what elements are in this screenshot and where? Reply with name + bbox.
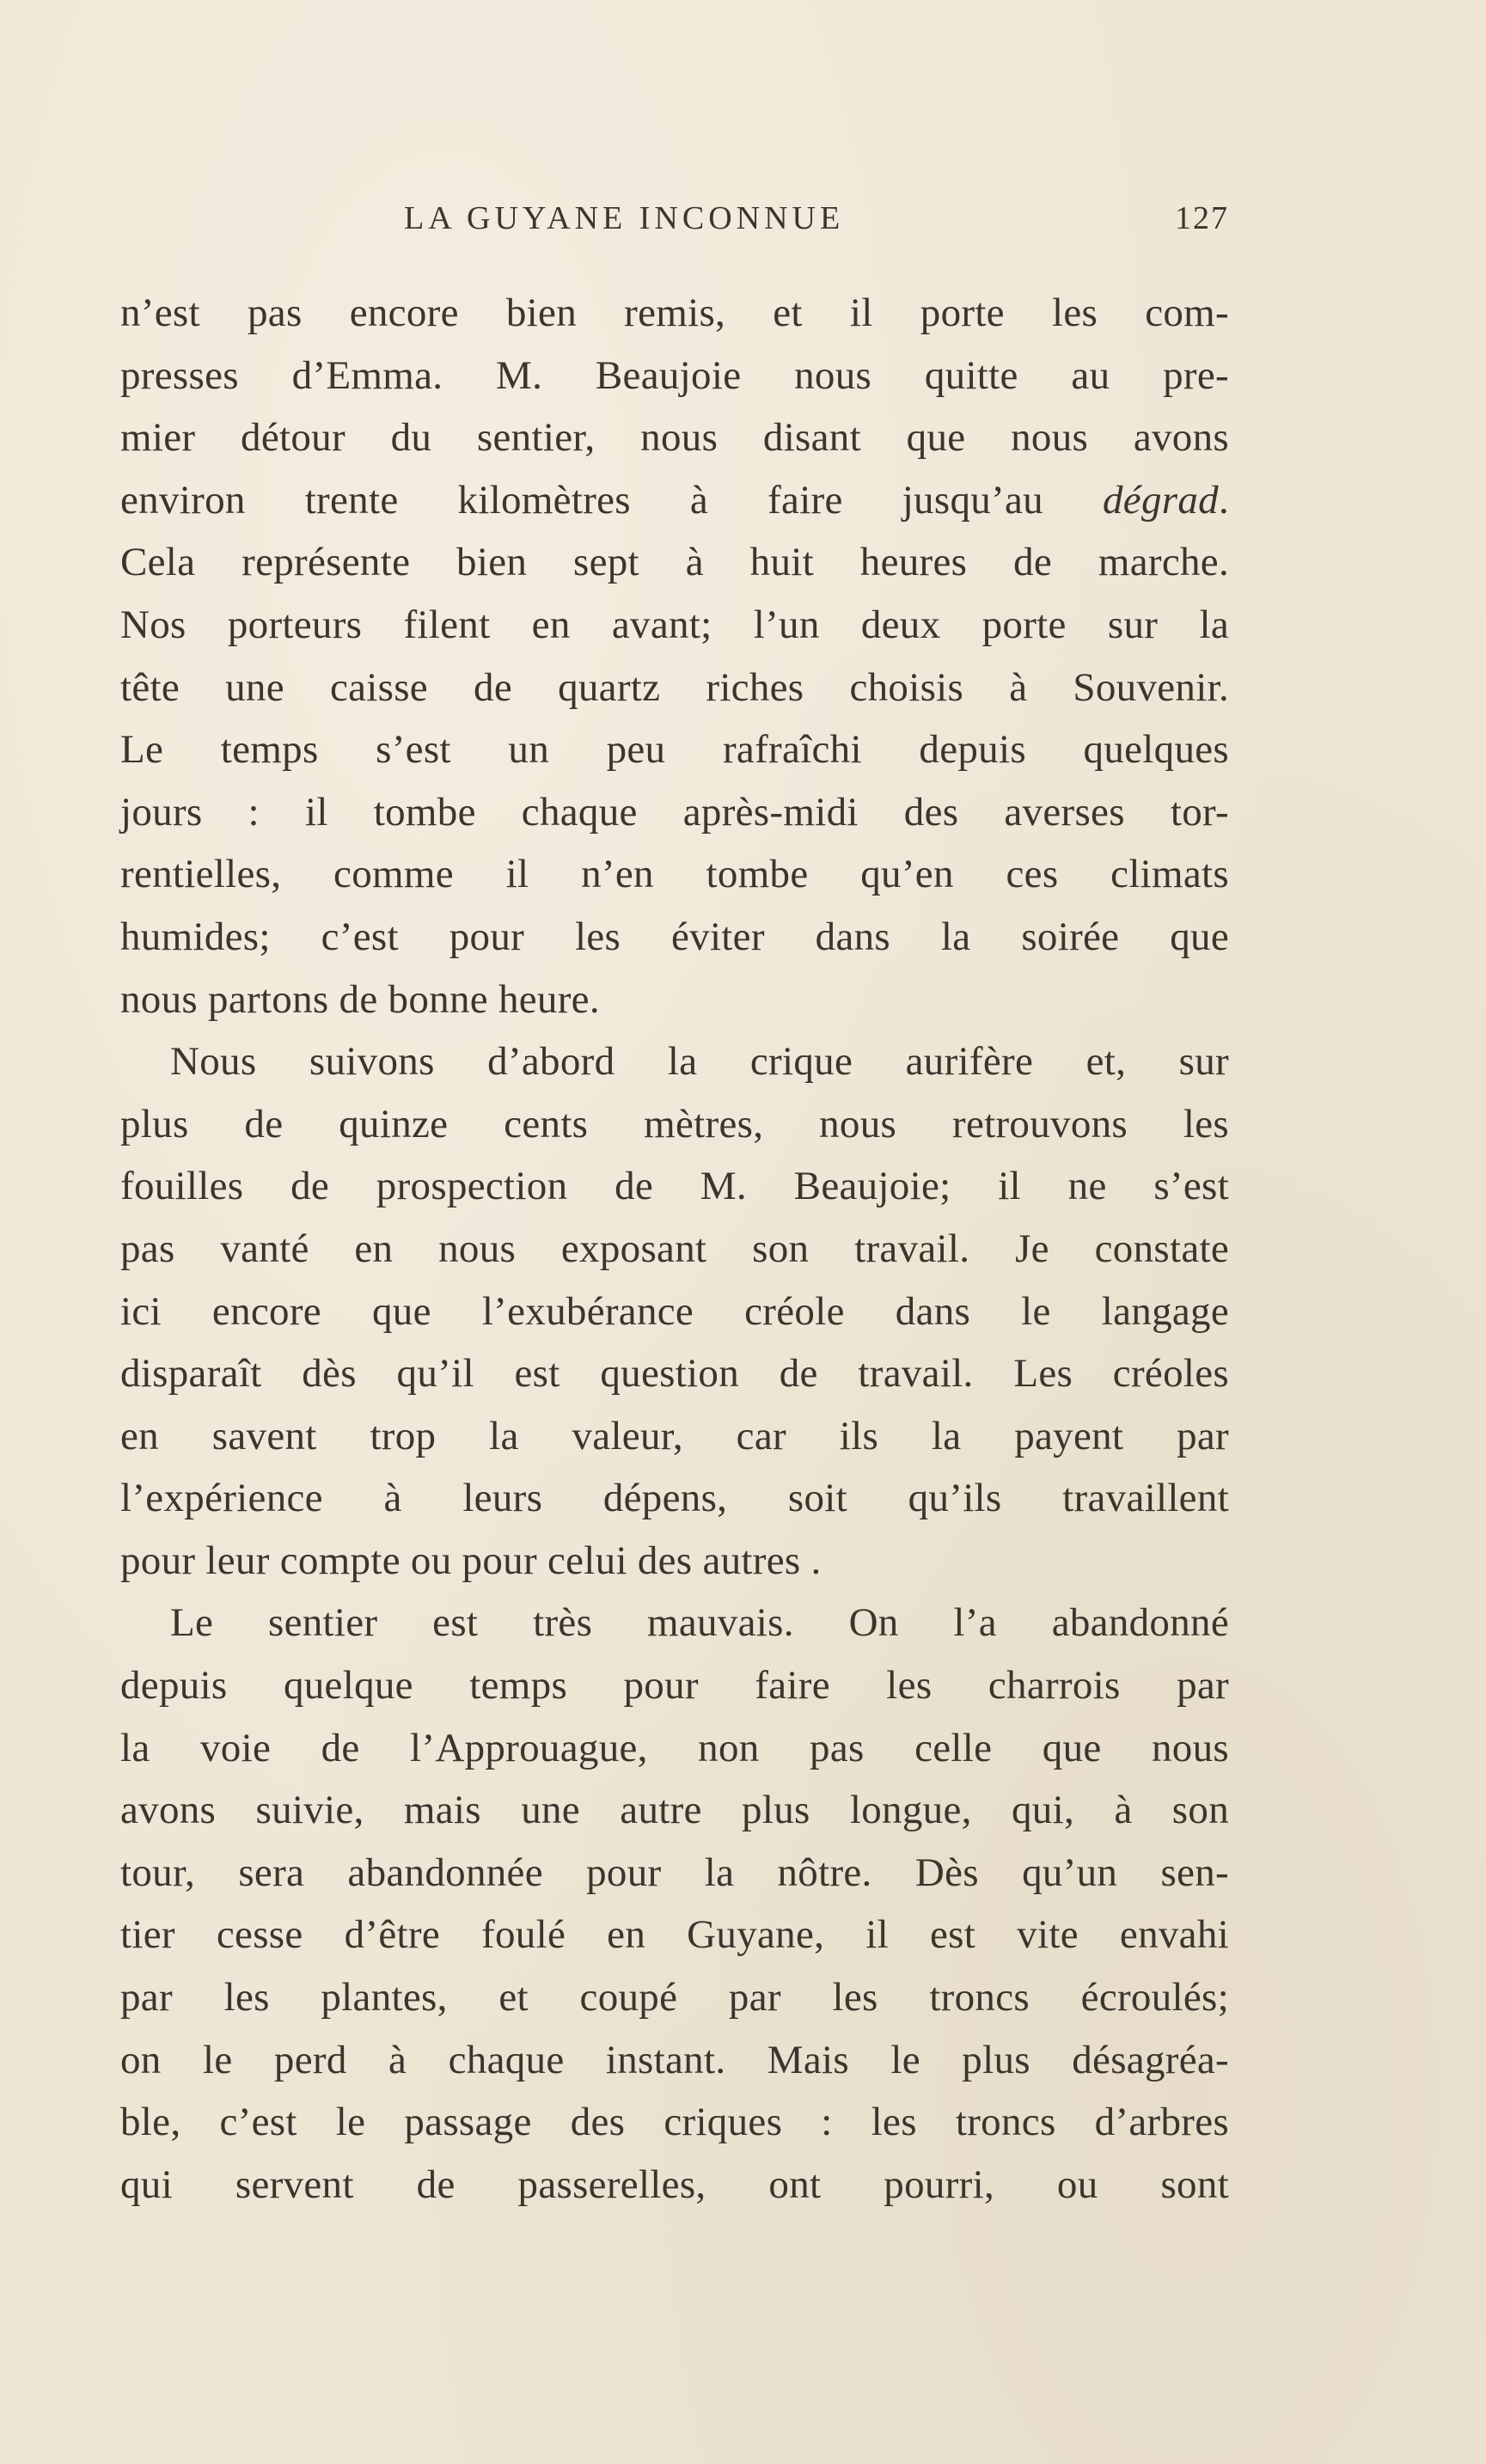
text-segment: environ trente kilomètres à faire jusqu’au — [120, 477, 1103, 523]
text-line: avons suivie, mais une autre plus longue, qui, à son — [120, 1788, 1229, 1833]
text-line: depuis quelque temps pour faire les charrois par — [120, 1663, 1229, 1709]
text-line: ici encore que l’exubérance créole dans le langage — [120, 1288, 1229, 1334]
text-line: Cela représente bien sept à huit heures de marche. — [120, 540, 1229, 585]
text-line: Nous suivons d’abord la crique aurifère et, sur — [170, 1039, 1229, 1085]
text-line: on le perd à chaque instant. Mais le plus désagréa- — [120, 2037, 1229, 2082]
page-number: 127 — [1175, 200, 1229, 236]
text-line: Le temps s’est un peu rafraîchi depuis quelques — [120, 727, 1229, 773]
body-text — [120, 282, 1229, 2216]
text-line: Le sentier est très mauvais. On l’a abandonné — [170, 1600, 1229, 1646]
text-line: fouilles de prospection de M. Beaujoie; il ne s’est — [120, 1164, 1229, 1209]
text-line: par les plantes, et coupé par les troncs écroulés; — [120, 1975, 1229, 2021]
text-line: tête une caisse de quartz riches choisis à Souvenir. — [120, 664, 1229, 710]
text-line: tier cesse d’être foulé en Guyane, il est vite envahi — [120, 1912, 1229, 1958]
text-line: mier détour du sentier, nous disant que nous avons — [120, 415, 1229, 461]
text-line: l’expérience à leurs dépens, soit qu’ils travaillent — [120, 1476, 1229, 1521]
text-line — [120, 469, 1229, 532]
text-line: pas vanté en nous exposant son travail. Je constate — [120, 1226, 1229, 1271]
text-line: Nos porteurs filent en avant; l’un deux porte sur la — [120, 602, 1229, 647]
text-line: jours : il tombe chaque après-midi des averses tor- — [120, 789, 1229, 835]
text-line: la voie de l’Approuague, non pas celle que nous — [120, 1725, 1229, 1770]
text-line: ble, c’est le passage des criques : les troncs d’arbres — [120, 2100, 1229, 2145]
text-line: nous partons de bonne heure. — [120, 976, 600, 1022]
text-line: humides; c’est pour les éviter dans la soirée que — [120, 914, 1229, 959]
text-line: plus de quinze cents mètres, nous retrouvons les — [120, 1101, 1229, 1146]
italic-term: dégrad — [1102, 477, 1219, 523]
text-line: pour leur compte ou pour celui des autres . — [120, 1538, 822, 1583]
text-line: disparaît dès qu’il est question de travail. Les créoles — [120, 1351, 1229, 1397]
text-line: en savent trop la valeur, car ils la payent par — [120, 1413, 1229, 1458]
running-header — [120, 199, 1229, 251]
text-line: tour, sera abandonnée pour la nôtre. Dès qu’un sen- — [120, 1850, 1229, 1895]
text-line: n’est pas encore bien remis, et il porte les com- — [120, 290, 1229, 335]
text-line: qui servent de passerelles, ont pourri, ou sont — [120, 2161, 1229, 2207]
running-title: LA GUYANE INCONNUE — [404, 200, 845, 236]
text-line: presses d’Emma. M. Beaujoie nous quitte au pre- — [120, 352, 1229, 398]
text-segment: . — [1218, 477, 1229, 523]
text-line: rentielles, comme il n’en tombe qu’en ces climats — [120, 852, 1229, 897]
